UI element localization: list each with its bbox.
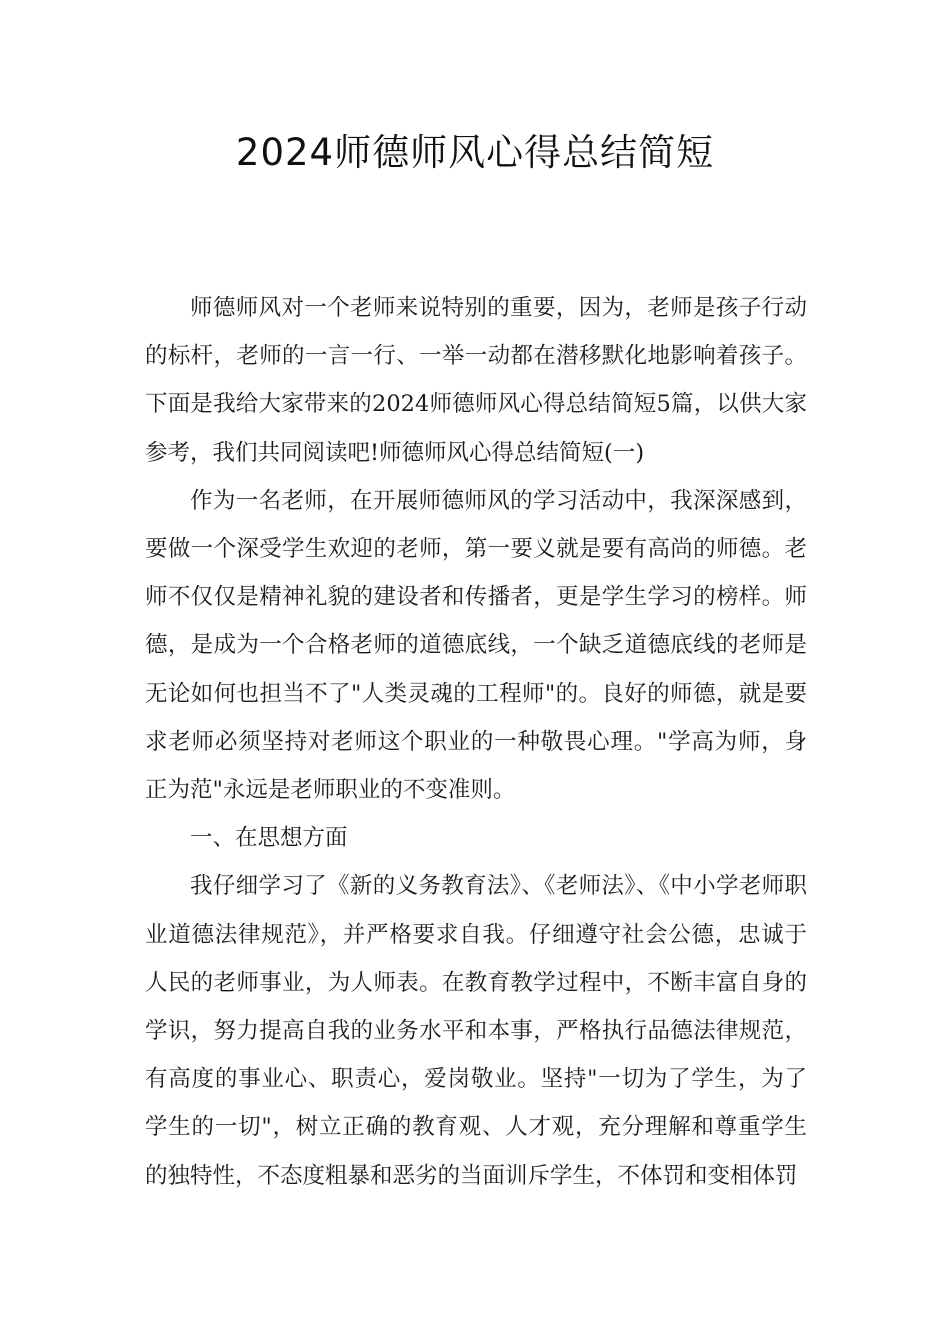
paragraph-intro: 师德师风对一个老师来说特别的重要，因为，老师是孩子行动的标杆，老师的一言一行、一举一动都在潜移默化地影响着孩子。下面是我给大家带来的2024师德师风心得总结简短5篇，以供大家参考，我们共同阅读吧!师德师风心得总结简短(一) xyxy=(145,295,807,466)
section-heading-thought: 一、在思想方面 xyxy=(190,825,348,852)
paragraph-teacher-ethics: 作为一名老师，在开展师德师风的学习活动中，我深深感到，要做一个深受学生欢迎的老师，第一要义就是要有高尚的师德。老师不仅仅是精神礼貌的建设者和传播者，更是学生学习的榜样。师德，是成为一个合格老师的道德底线，一个缺乏道德底线的老师是无论如何也担当不了"人类灵魂的工程师"的。良好的师德，就是要求老师必须坚持对老师这个职业的一种敬畏心理。"学高为师，身正为范"永远是老师职业的不变准则。 xyxy=(145,487,807,804)
paragraph-thought: 我仔细学习了《新的义务教育法》、《老师法》、《中小学老师职业道德法律规范》，并严格要求自我。仔细遵守社会公德，忠诚于人民的老师事业，为人师表。在教育教学过程中，不断丰富自身的学识，努力提高自我的业务水平和本事，严格执行品德法律规范，有高度的事业心、职责心，爱岗敬业。坚持"一切为了学生，为了学生的一切"，树立正确的教育观、人才观，充分理解和尊重学生的独特性，不态度粗暴和恶劣的当面训斥学生，不体罚和变相体罚 xyxy=(145,873,807,1189)
document-title: 2024师德师风心得总结简短 xyxy=(235,131,715,174)
document-body xyxy=(145,284,807,1200)
